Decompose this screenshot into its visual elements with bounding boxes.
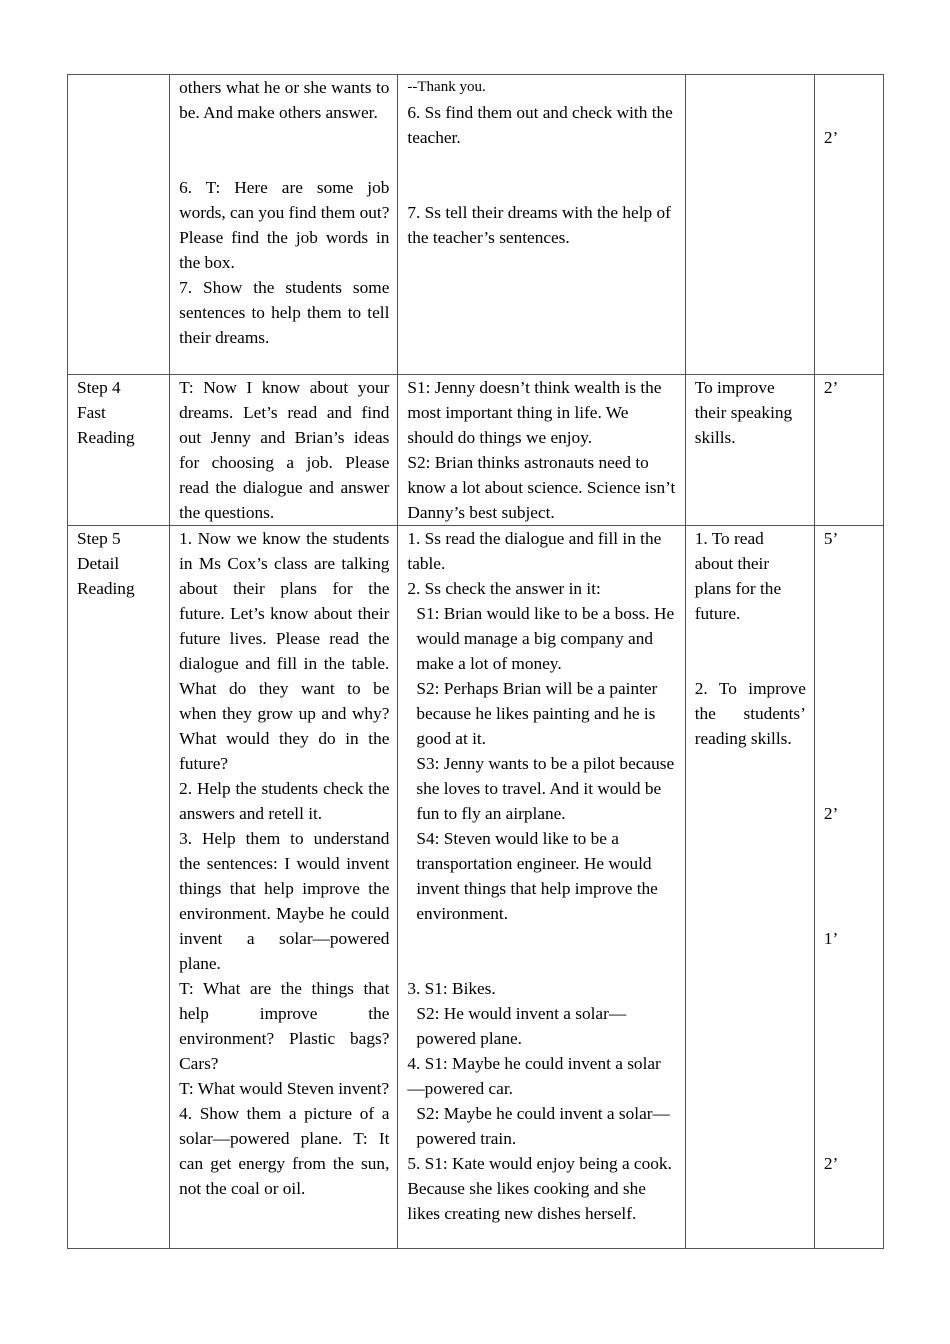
step-text: Detail (77, 554, 120, 573)
teacher-activity-cell (170, 526, 398, 1249)
purpose-cell (685, 75, 814, 375)
student-text: S1: Brian would like to be a boss. He would manage a big company and make a lot of money. (416, 604, 675, 673)
step-text: Step 4 (77, 378, 121, 397)
teacher-text: T: Now I know about your dreams. Let’s read and find out Jenny and Brian’s ideas for choosing a job. Please read the dialogue and answer the questions. (179, 378, 390, 522)
time-text: 2’ (823, 128, 839, 147)
purpose-cell (685, 526, 814, 1249)
time-cell (814, 526, 883, 1249)
step-cell (68, 375, 170, 526)
student-text: 2. Ss check the answer in it: (407, 579, 601, 598)
student-activity-cell (398, 526, 685, 1249)
purpose-text: 2. To improve the students’ reading skills. (694, 679, 806, 748)
step-text: Fast (77, 403, 106, 422)
student-text: S2: Maybe he could invent a solar—powered train. (416, 1104, 670, 1148)
purpose-text: 1. To read about their plans for the future. (694, 529, 782, 623)
teacher-text: T: What would Steven invent? (179, 1079, 390, 1098)
teacher-text: 4. Show them a picture of a solar—powered plane. T: It can get energy from the sun, not the coal or oil. (179, 1104, 390, 1198)
time-text: 1’ (823, 929, 839, 948)
student-text: S3: Jenny wants to be a pilot because she loves to travel. And it would be fun to fly an airplane. (416, 754, 675, 823)
purpose-text: To improve their speaking skills. (694, 378, 793, 447)
step-cell (68, 526, 170, 1249)
student-text: 6. Ss find them out and check with the teacher. (407, 103, 673, 147)
teacher-activity-cell (170, 375, 398, 526)
student-text: S1: Jenny doesn’t think wealth is the most important thing in life. We should do things we enjoy. (407, 378, 662, 447)
time-text: 5’ (823, 529, 839, 548)
step-cell (68, 75, 170, 375)
student-text: 3. S1: Bikes. (407, 979, 496, 998)
student-text: 1. Ss read the dialogue and fill in the table. (407, 529, 662, 573)
step-text: Step 5 (77, 529, 121, 548)
teacher-text: 7. Show the students some sentences to help them to tell their dreams. (179, 278, 390, 347)
time-text: 2’ (823, 804, 839, 823)
teacher-text: others what he or she wants to be. And make others answer. (179, 78, 390, 122)
student-text: S2: Perhaps Brian will be a painter because he likes painting and he is good at it. (416, 679, 658, 748)
student-text: S4: Steven would like to be a transportation engineer. He would invent things that help improve the environment. (416, 829, 658, 923)
time-cell (814, 75, 883, 375)
student-text: 5. S1: Kate would enjoy being a cook. Because she likes cooking and she likes creating new dishes herself. (407, 1154, 672, 1223)
student-activity-cell (398, 75, 685, 375)
time-text: 2’ (823, 1154, 839, 1173)
teacher-text: 6. T: Here are some job words, can you find them out? Please find the job words in the box. (179, 178, 390, 272)
time-cell (814, 375, 883, 526)
table-row (68, 75, 884, 375)
teacher-text: 2. Help the students check the answers and retell it. (179, 779, 390, 823)
step-text: Reading (77, 579, 135, 598)
purpose-cell (685, 375, 814, 526)
student-text: --Thank you. (407, 79, 486, 95)
student-text: 4. S1: Maybe he could invent a solar—powered car. (407, 1054, 661, 1098)
teacher-text: T: What are the things that help improve the environment? Plastic bags? Cars? (179, 979, 390, 1073)
student-activity-cell (398, 375, 685, 526)
student-text: 7. Ss tell their dreams with the help of the teacher’s sentences. (407, 203, 671, 247)
lesson-plan-table (67, 74, 884, 1249)
student-text: S2: Brian thinks astronauts need to know a lot about science. Science isn’t Danny’s best subject. (407, 453, 676, 522)
table-row (68, 375, 884, 526)
time-text: 2’ (823, 378, 839, 397)
teacher-text: 3. Help them to understand the sentences: I would invent things that help improve the environment. Maybe he could invent a solar—powered plane. (179, 829, 390, 973)
student-text: S2: He would invent a solar—powered plane. (416, 1004, 627, 1048)
teacher-text: 1. Now we know the students in Ms Cox’s class are talking about their plans for the future. Let’s know about their future lives. Please read the dialogue and fill in the table. What do they want to be when they grow up and why? What would they do in the future? (179, 529, 390, 773)
step-text: Reading (77, 428, 135, 447)
teacher-activity-cell (170, 75, 398, 375)
table-row (68, 526, 884, 1249)
